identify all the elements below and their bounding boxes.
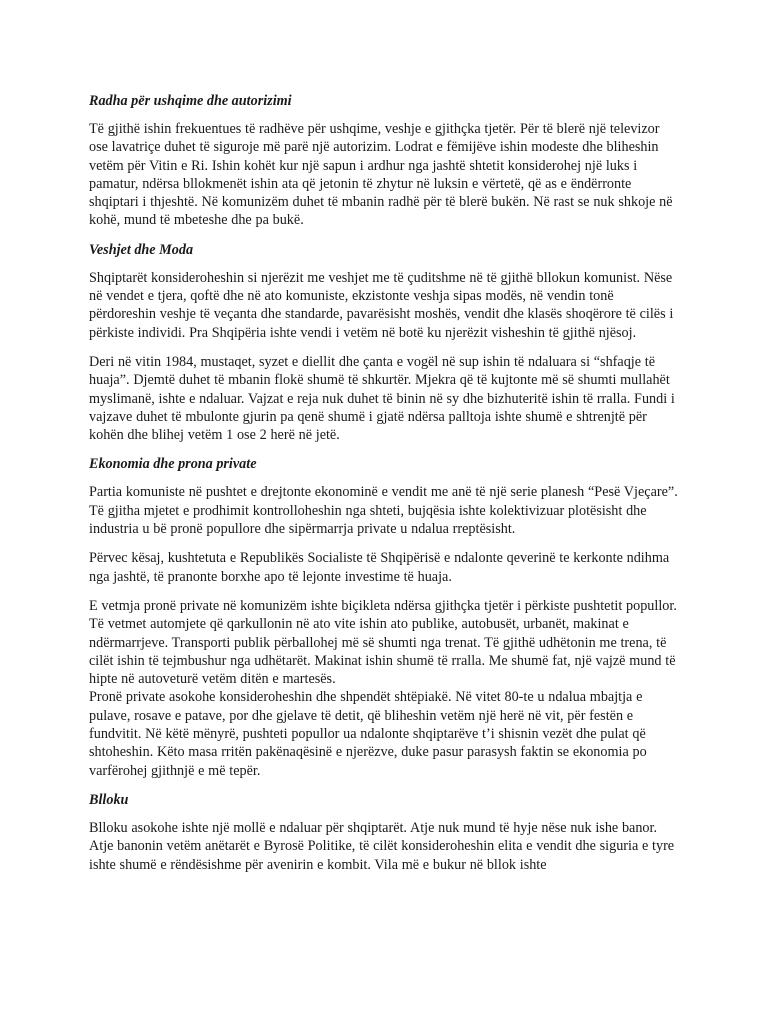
section-heading-blloku: Blloku bbox=[89, 791, 129, 808]
paragraph-veshjet-1: Shqiptarët konsideroheshin si njerëzit me veshjet me të çuditshme në të gjithë bllokun komunist. Nëse në vendet e tjera, qoftë dhe në ato komuniste, ekzistonte veshja sipas modës, në vendin tonë përdoreshin veshje të veçanta dhe standarde, pavarësisht moshës, vendit dhe klasës shoqërore të cilës i përkiste individi. Pra Shqipëria ishte vendi i vetëm në botë ku njerëzit visheshin të gjithë njësoj. bbox=[89, 269, 674, 341]
paragraph-ekonomia-3: E vetmja pronë private në komunizëm ishte biçikleta ndërsa gjithçka tjetër i përkiste pushtetit popullor. Të vetmet automjete që qarkullonin në ato vite ishin ato publike, autobusët, urbanët, makinat e ndërmarrjeve. Transporti publik përballohej më së shumti nga trenat. Të gjithë udhëtonin me trena, të cilët ishin të tejmbushur nga udhëtarët. Makinat ishin shumë të rralla. Me shumë fat, një vajzë mund të hipte në autoveturë vetëm ditën e martesës. bbox=[89, 597, 677, 688]
paragraph-ekonomia-2: Përvec kësaj, kushtetuta e Republikës Socialiste të Shqipërisë e ndalonte qeverinë te kerkonte ndihma nga jashtë, të pranonte borxhe apo të lejonte investime të huaja. bbox=[89, 550, 670, 585]
paragraph-blloku-1: Blloku asokohe ishte një mollë e ndaluar për shqiptarët. Atje nuk mund të hyje nëse nuk ishe banor. Atje banonin vetëm anëtarët e Byrosë Politike, të cilët konsideroheshin elita e vendit dhe siguria e tyre ishte shumë e rëndësishme për avenirin e kombit. Vila më e bukur në bllok ishte bbox=[89, 819, 675, 873]
paragraph-ekonomia-1: Partia komuniste në pushtet e drejtonte ekonominë e vendit me anë të një serie planesh “Pesë Vjeçare”. Të gjitha mjetet e prodhimit kontrolloheshin nga shteti, bujqësia ishte kolektivizuar plotësisht dhe industria u bë pronë popullore dhe sipërmarrja private u ndalua rreptësisht. bbox=[89, 484, 678, 538]
section-heading-veshjet: Veshjet dhe Moda bbox=[89, 241, 194, 258]
paragraph-ekonomia-4: Pronë private asokohe konsideroheshin dhe shpendët shtëpiakë. Në vitet 80-te u ndalua mbajtja e pulave, rosave e patave, por dhe gjelave të detit, që bliheshin vetëm një herë në vit, për festën e fundvitit. Në këtë mënyrë, pushteti popullor ua ndalonte shqiptarëve t’i shisnin vezët dhe pulat që shtoheshin. Këto masa rritën pakënaqësinë e njerëzve, duke pasur parasysh faktin se ekonomia po varfërohej gjithnjë e më tepër. bbox=[89, 689, 647, 779]
document-page bbox=[89, 92, 681, 885]
section-heading-radha: Radha për ushqime dhe autorizimi bbox=[89, 93, 292, 109]
paragraph-veshjet-2: Deri në vitin 1984, mustaqet, syzet e diellit dhe çanta e vogël në sup ishin të ndaluara si “shfaqje të huaja”. Djemtë duhet të mbanin flokë shumë të shkurtër. Mjekra që të kujtonte më së shumti mullahët myslimanë, ishte e ndaluar. Vajzat e reja nuk duhet të binin në sy dhe bizhuteritë ishin të rralla. Fundi i vajzave duhet të mbulonte gjurin pa qenë shumë i gjatë ndërsa palltoja ishte shumë e shtrenjtë për kohën dhe blihej vetëm 1 ose 2 herë në jetë. bbox=[89, 353, 675, 444]
paragraph-radha-1: Të gjithë ishin frekuentues të radhëve për ushqime, veshje e gjithçka tjetër. Për të blerë një televizor ose lavatriçe duhet të siguroje më parë një autorizim. Lodrat e fëmijëve ishin modeste dhe bliheshin vetëm për Vitin e Ri. Ishin kohët kur një sapun i ardhur nga jashtë shtetit konsiderohej një luks i pamatur, ndërsa bllokmenët ishin ata që jetonin të zhytur në luksin e vërtetë, që as e ëndërronte shqiptari i thjeshtë. Në komunizëm duhet të mbanin radhë për të blerë bukën. Në rast se nuk shkoje në kohë, mund të mbeteshe dhe pa bukë. bbox=[89, 121, 673, 229]
section-heading-ekonomia: Ekonomia dhe prona private bbox=[89, 456, 257, 473]
